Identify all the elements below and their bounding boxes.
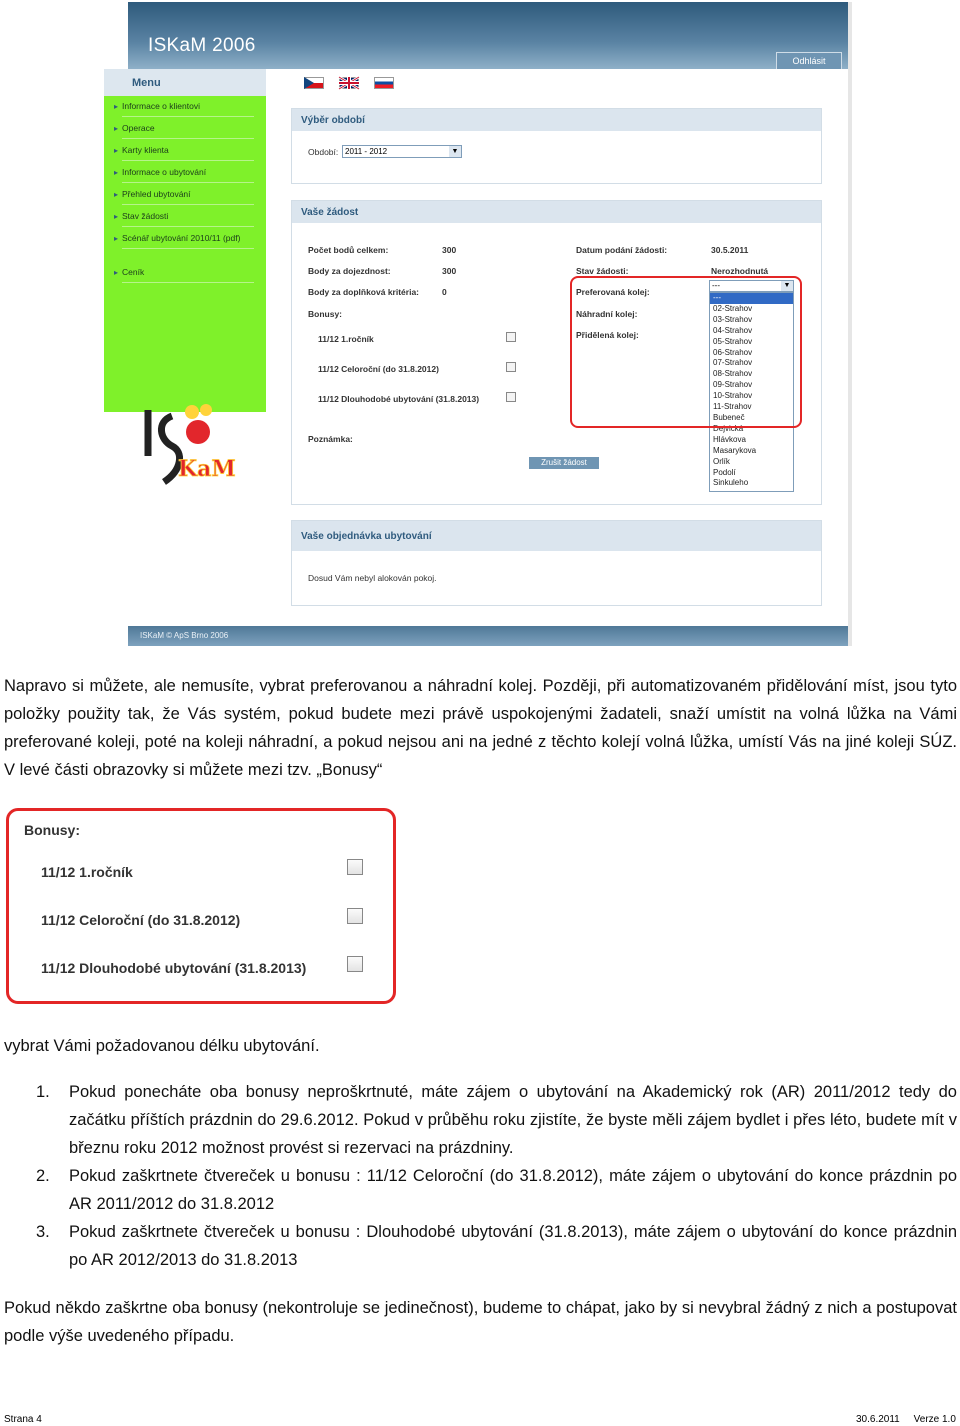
highlight-box <box>570 276 802 428</box>
dorm-option[interactable]: Masarykova <box>713 445 757 455</box>
iskam-screenshot <box>104 2 852 646</box>
order-panel <box>291 520 822 606</box>
rule-item <box>36 1218 957 1274</box>
menu-item-client-info[interactable]: ▸ Informace o klientovi <box>122 101 254 117</box>
dorm-option[interactable]: 10-Strahov <box>713 391 753 401</box>
paragraph-dorm-choice: Napravo si můžete, ale nemusíte, vybrat preferovanou a náhradní kolej. Později, při automatizovaném přidělování míst, jsou tyto položky použity tak, že Vás systém, pokud budete mezi právě uspokojenými žadateli, snaží umístit na volná lůžka na Vámi preferované koleji, poté na koleji náhradní, a pokud nejsou ani na jedné z těchto kolejí volná lůžka, umístí Vás na jiné koleji SÚZ. V levé části obrazovky si můžete mezi tzv. „Bonusy“ <box>4 677 957 779</box>
request-panel-header <box>292 201 821 223</box>
bonus-crop-image <box>4 800 396 1006</box>
dorm-option[interactable]: --- <box>710 293 793 304</box>
app-footer <box>128 626 848 646</box>
extra-points-value: 0 <box>442 287 447 297</box>
commute-points-label: Body za dojezdnost: <box>308 266 391 276</box>
dorm-option[interactable]: Dejvická <box>713 423 744 433</box>
dorm-option[interactable]: 02-Strahov <box>713 303 753 313</box>
bonus-crop-year-round: 11/12 Celoroční (do 31.8.2012) <box>41 912 241 928</box>
flag-sk-icon[interactable] <box>374 77 394 89</box>
app-header <box>128 2 848 69</box>
menu-item-request-status[interactable]: ▸ Stav žádosti <box>122 211 254 227</box>
submit-date-label: Datum podání žádosti: <box>576 245 668 255</box>
dorm-option[interactable]: 03-Strahov <box>713 314 753 324</box>
dorm-option[interactable]: 11-Strahov <box>713 402 752 412</box>
dorm-option[interactable]: Sinkuleho <box>713 478 749 488</box>
paragraph-both-bonuses: Pokud někdo zaškrtne oba bonusy (nekontroluje se jedinečnost), budeme to chápat, jako by si nevybral žádný z nich a postupovat podle výše uvedeného případu. <box>4 1299 957 1345</box>
menu-item-scenario-pdf[interactable]: ▸ Scénář ubytování 2010/11 (pdf) <box>122 233 254 249</box>
dorm-option[interactable]: 06-Strahov <box>713 347 753 357</box>
bonus-first-year-label: 11/12 1.ročník <box>318 334 374 344</box>
period-value: 2011 - 2012 <box>345 147 388 156</box>
menu-item-client-cards[interactable]: ▸ Karty klienta <box>122 145 254 161</box>
menu-item-accommodation-overview[interactable]: ▸ Přehled ubytování <box>122 189 254 205</box>
note-label: Poznámka: <box>308 434 353 444</box>
assigned-dorm-label: Přidělená kolej: <box>576 330 639 340</box>
submit-date-value: 30.5.2011 <box>711 245 749 255</box>
rule-item <box>36 1162 957 1218</box>
page-number: Strana 4 <box>4 1414 42 1425</box>
period-panel-title: Výběr období <box>301 115 365 126</box>
rule-number: 1. <box>36 1083 50 1101</box>
bonus-crop-checkbox <box>347 956 363 972</box>
extra-points-label: Body za doplňková kritéria: <box>308 287 419 297</box>
paragraph-duration: vybrat Vámi požadovanou délku ubytování. <box>4 1037 320 1055</box>
bonus-first-year-checkbox[interactable] <box>506 332 516 342</box>
bonus-crop-title: Bonusy: <box>24 822 80 838</box>
dorm-option[interactable]: 07-Strahov <box>713 358 753 368</box>
cancel-request-button[interactable]: Zrušit žádost <box>529 457 599 469</box>
total-points-label: Počet bodů celkem: <box>308 245 389 255</box>
bonus-long-term-label: 11/12 Dlouhodobé ubytování (31.8.2013) <box>318 394 480 404</box>
flag-uk-icon[interactable] <box>339 77 359 89</box>
menu-item-accommodation-info[interactable]: ▸ Informace o ubytování <box>122 167 254 183</box>
dorm-option[interactable]: 04-Strahov <box>713 325 753 335</box>
order-panel-text: Dosud Vám nebyl alokován pokoj. <box>308 573 437 583</box>
bonus-crop-first-year: 11/12 1.ročník <box>41 864 133 880</box>
bonus-long-term-checkbox[interactable] <box>506 392 516 402</box>
rule-text: Pokud zaškrtnete čtvereček u bonusu : Dlouhodobé ubytování (31.8.2013), máte zájem o ubytování do konce prázdnin po AR 2012/2013 do 31.8.2013 <box>69 1223 957 1269</box>
period-label: Období: <box>308 147 339 157</box>
logout-button[interactable]: Odhlásit <box>776 52 842 70</box>
rule-text: Pokud zaškrtnete čtvereček u bonusu : 11/12 Celoroční (do 31.8.2012), máte zájem o ubytování do konce prázdnin po AR 2011/2012 do 31.8.2012 <box>69 1167 957 1213</box>
iskam-logo <box>142 396 236 492</box>
alternate-dorm-label: Náhradní kolej: <box>576 309 638 319</box>
menu-item-pricelist[interactable]: ▸ Ceník <box>122 267 254 283</box>
bonus-year-round-label: 11/12 Celoroční (do 31.8.2012) <box>318 364 439 374</box>
order-panel-header <box>292 521 821 551</box>
menu-item-operations[interactable]: ▸ Operace <box>122 123 254 139</box>
flag-cz-icon[interactable] <box>304 77 324 89</box>
preferred-dorm-label: Preferovaná kolej: <box>576 287 650 297</box>
rule-number: 2. <box>36 1167 50 1185</box>
request-state-value: Nerozhodnutá <box>711 266 769 276</box>
rule-item <box>36 1078 957 1162</box>
dorm-option[interactable]: Orlík <box>713 456 730 466</box>
dorm-option[interactable]: Hlávkova <box>713 434 746 444</box>
page-date-version: 30.6.2011 Verze 1.0 <box>856 1414 956 1425</box>
total-points-value: 300 <box>442 245 457 255</box>
order-panel-title: Vaše objednávka ubytování <box>301 531 432 542</box>
commute-points-value: 300 <box>442 266 457 276</box>
rule-text: Pokud ponecháte oba bonusy neproškrtnuté, máte zájem o ubytování na Akademický rok (AR) 2011/2012 tedy do začátku příštích prázdnin do 29.6.2012. Pokud v průběhu roku zjistíte, že byste měli zájem bydlet i přes léto, budete mít v březnu roku 2012 možnost provést si rezervaci na prázdniny. <box>69 1083 957 1157</box>
preferred-dorm-value: --- <box>712 281 720 290</box>
dorm-option[interactable]: 08-Strahov <box>713 369 753 379</box>
dorm-option[interactable]: Podolí <box>713 467 736 477</box>
chevron-down-icon: ▼ <box>781 281 793 291</box>
menu-title: Menu <box>132 77 161 89</box>
bonus-crop-checkbox <box>347 859 363 875</box>
dorm-option[interactable]: 09-Strahov <box>713 380 753 390</box>
request-panel-title: Vaše žádost <box>301 207 359 218</box>
rule-number: 3. <box>36 1223 50 1241</box>
bonus-crop-long-term: 11/12 Dlouhodobé ubytování (31.8.2013) <box>41 960 307 976</box>
logo-text: KaM <box>178 456 236 482</box>
rules-list <box>36 1078 957 1274</box>
request-state-label: Stav žádosti: <box>576 266 629 276</box>
period-panel-header <box>292 109 821 131</box>
app-title: ISKaM 2006 <box>148 35 256 56</box>
menu-header <box>104 69 266 96</box>
bonus-crop-checkbox <box>347 908 363 924</box>
period-select[interactable] <box>342 145 462 158</box>
dorm-option[interactable]: 05-Strahov <box>713 336 753 346</box>
bonus-year-round-checkbox[interactable] <box>506 362 516 372</box>
period-panel <box>291 108 822 184</box>
app-footer-text: ISKaM © ApS Brno 2006 <box>140 631 229 640</box>
dorm-option[interactable]: Bubeneč <box>713 412 745 422</box>
bonus-label: Bonusy: <box>308 309 342 319</box>
chevron-down-icon: ▼ <box>449 146 461 157</box>
sidebar-menu <box>104 96 266 482</box>
